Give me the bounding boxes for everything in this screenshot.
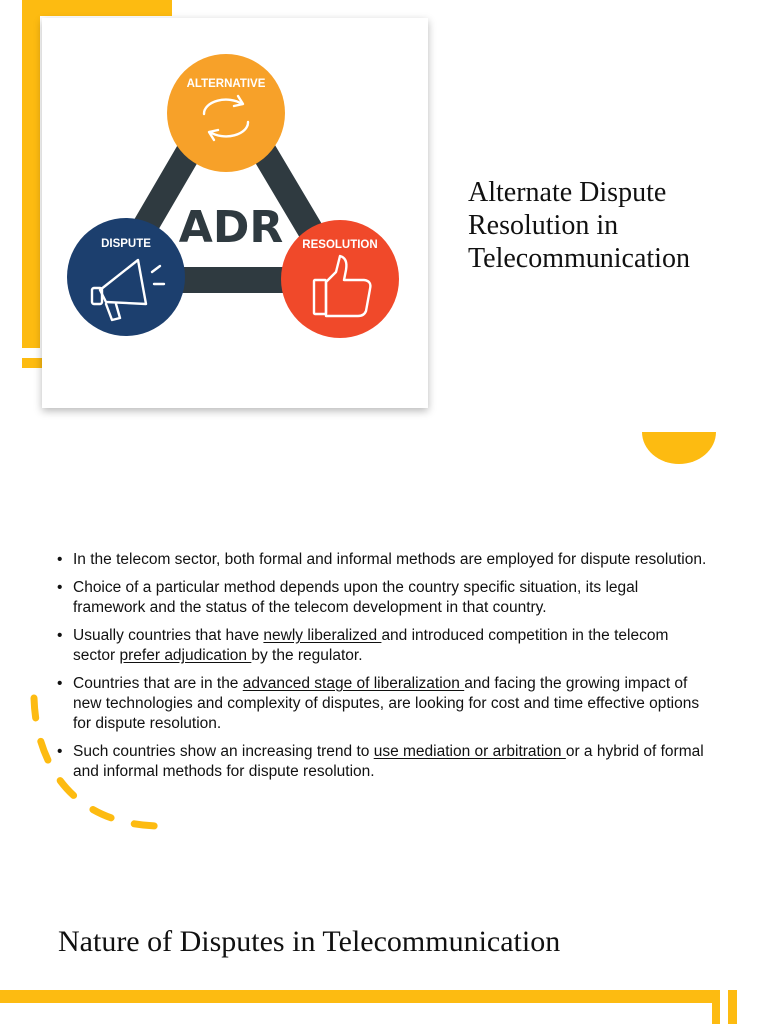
half-circle-decoration <box>642 432 716 464</box>
underlined-phrase: newly liberalized <box>263 627 382 644</box>
dispute-circle <box>67 218 185 336</box>
underlined-phrase: use mediation or arbitration <box>373 743 566 760</box>
slide-2 <box>0 500 768 1024</box>
accent-bar-top <box>22 0 172 16</box>
accent-bar-foot <box>22 358 42 368</box>
accent-bar-bottom <box>0 990 720 1003</box>
bullet-text: by the regulator. <box>251 647 363 664</box>
bullet-text: and facing the growing impact of new technologies and complexity of disputes, are looking for cost and time effective options for dispute resolution. <box>73 675 700 732</box>
bullet-dot: • <box>57 551 63 568</box>
underlined-phrase: advanced stage of liberalization <box>242 675 465 692</box>
adr-logo-image <box>42 18 428 408</box>
section-title: Nature of Disputes in Telecommunication <box>58 925 561 958</box>
adr-center-text: ADR <box>178 202 284 253</box>
bullet-text: and introduced competition in the telecom sector <box>73 627 669 664</box>
bullet-text: In the telecom sector, both formal and informal methods are employed for dispute resolution. <box>73 551 707 568</box>
bullet-text: or a hybrid of formal and informal methods for dispute resolution. <box>73 743 704 780</box>
bullet-text: Countries that are in the <box>73 675 243 692</box>
bullet-item <box>54 550 714 570</box>
alternative-label: ALTERNATIVE <box>186 78 266 90</box>
adr-logo <box>42 18 428 408</box>
underlined-phrase: prefer adjudication <box>119 647 252 664</box>
alternative-circle <box>167 54 285 172</box>
bullet-dot: • <box>57 743 63 760</box>
bullet-text: Choice of a particular method depends upon the country specific situation, its legal framework and the status of the telecom development in that country. <box>73 579 639 616</box>
bullet-dot: • <box>57 627 63 644</box>
accent-bar-left <box>22 0 40 348</box>
slide-1 <box>0 0 768 480</box>
slide-title: Alternate Dispute Resolution in Telecommunication <box>468 177 690 274</box>
bullet-item <box>54 626 714 666</box>
bullet-text: Such countries show an increasing trend to <box>73 743 374 760</box>
accent-bar-bottom-post-2 <box>728 990 737 1024</box>
bullet-dot: • <box>57 579 63 596</box>
resolution-label: RESOLUTION <box>302 239 378 251</box>
dispute-label: DISPUTE <box>101 238 151 250</box>
resolution-circle <box>281 220 399 338</box>
dashed-arc-decoration <box>22 694 172 834</box>
bullet-item <box>54 578 714 618</box>
bullet-text: Usually countries that have <box>73 627 264 644</box>
bullet-dot: • <box>57 675 63 692</box>
accent-bar-bottom-post-1 <box>712 990 720 1024</box>
